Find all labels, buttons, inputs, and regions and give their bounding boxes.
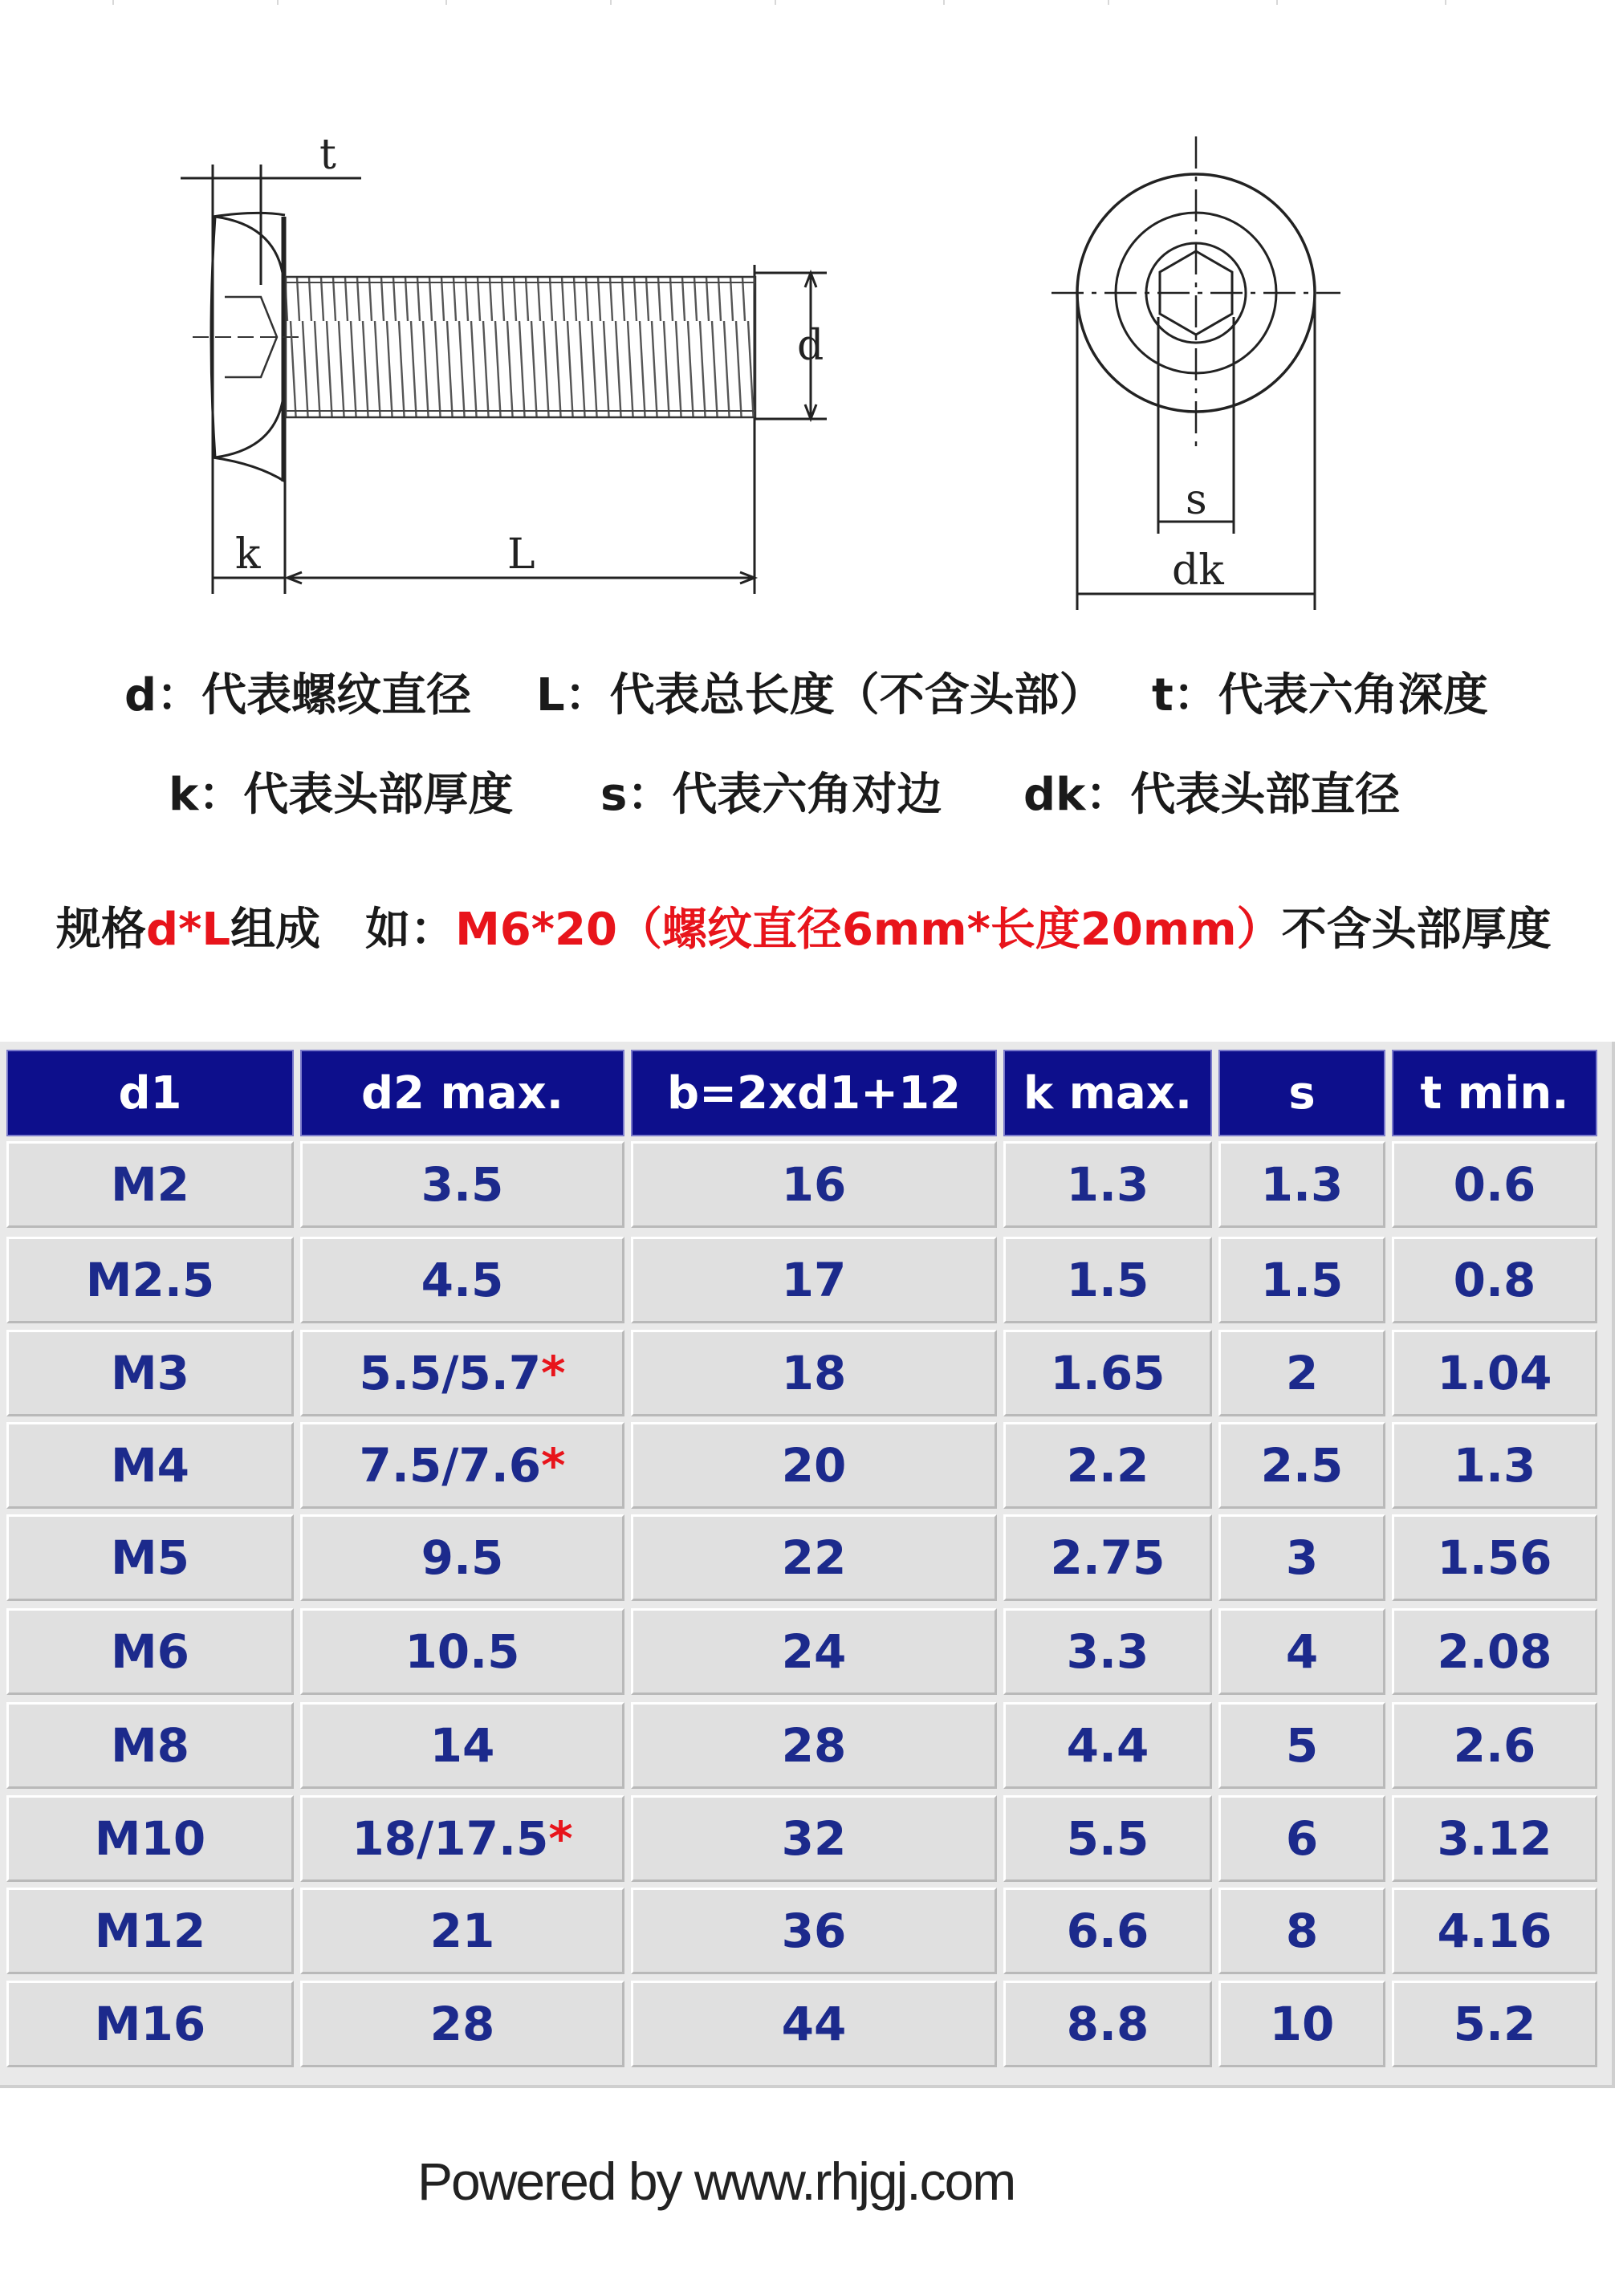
table-cell-k [1003, 1702, 1212, 1789]
table-cell-s [1218, 1237, 1385, 1323]
cell-value: 1.5 [1260, 1253, 1344, 1307]
table-cell-b [631, 1608, 997, 1695]
footer-credit: Powered by www.rhjgj.com [417, 2152, 1015, 2211]
label-s: s [1186, 476, 1207, 524]
cell-value: M5 [110, 1530, 190, 1585]
table-cell-k [1003, 1888, 1212, 1974]
table-cell-k [1003, 1981, 1212, 2067]
table-cell-d2 [300, 1888, 624, 1974]
spec-suffix: 不含头部厚度 [1281, 904, 1552, 956]
spec-example: M6*20（螺纹直径6mm*长度20mm） [455, 904, 1282, 956]
cell-value: 0.8 [1453, 1253, 1536, 1307]
table-cell-t [1392, 1888, 1597, 1974]
table-cell-b [631, 1888, 997, 1974]
table-cell-t [1392, 1981, 1597, 2067]
cell-value: M6 [110, 1624, 190, 1679]
cell-value: 44 [781, 1997, 847, 2051]
cell-value: 20 [781, 1438, 847, 1493]
cell-value: 5.5 [1066, 1811, 1149, 1866]
table-cell-b [631, 1981, 997, 2067]
table-cell-s [1218, 1608, 1385, 1695]
cell-value: 3.12 [1437, 1811, 1552, 1866]
table-cell-b [631, 1795, 997, 1882]
table-header-cell: t min. [1392, 1050, 1597, 1136]
footnote-star: * [541, 1346, 566, 1400]
cell-value: 10 [1269, 1997, 1335, 2051]
cell-value: 5.2 [1453, 1997, 1536, 2051]
cell-value: 6 [1285, 1811, 1319, 1866]
cell-value: M12 [94, 1904, 206, 1958]
cell-value: 22 [781, 1530, 847, 1585]
cell-value: 9.5 [421, 1530, 504, 1585]
cell-value: 28 [781, 1718, 847, 1773]
cell-value: 16 [781, 1157, 847, 1212]
cell-value: 6.6 [1066, 1904, 1149, 1958]
cell-value: 1.3 [1260, 1157, 1344, 1212]
table-cell-t [1392, 1608, 1597, 1695]
cell-value: M3 [110, 1346, 190, 1400]
table-cell-s [1218, 1981, 1385, 2067]
table-cell-t [1392, 1330, 1597, 1416]
cell-value: 4.16 [1437, 1904, 1552, 1958]
table-cell-d1 [6, 1422, 294, 1509]
table-cell-d2 [300, 1981, 624, 2067]
cell-value: 2.75 [1050, 1530, 1165, 1585]
table-cell-d2 [300, 1795, 624, 1882]
table-cell-d1 [6, 1981, 294, 2067]
cell-value: 5.5/5.7 [359, 1346, 542, 1400]
table-cell-d2 [300, 1237, 624, 1323]
spec-dl: d*L [146, 904, 231, 956]
table-cell-d1 [6, 1330, 294, 1416]
end-view [1051, 136, 1340, 610]
table-cell-d1 [6, 1795, 294, 1882]
screw-diagram [0, 0, 1623, 634]
legend-k: k：代表头部厚度 [169, 769, 514, 821]
table-cell-k [1003, 1795, 1212, 1882]
cell-value: 5 [1285, 1718, 1319, 1773]
table-cell-s [1218, 1514, 1385, 1601]
table-cell-d1 [6, 1608, 294, 1695]
table-cell-k [1003, 1608, 1212, 1695]
table-cell-d2 [300, 1514, 624, 1601]
label-L: L [507, 530, 535, 579]
footnote-star: * [548, 1811, 573, 1866]
label-t: t [319, 131, 336, 179]
table-cell-t [1392, 1141, 1597, 1228]
label-dk: dk [1172, 547, 1224, 595]
cell-value: 2.5 [1260, 1438, 1344, 1493]
spec-mid: 组成 如： [230, 904, 456, 956]
table-cell-d2 [300, 1141, 624, 1228]
cell-value: 1.56 [1437, 1530, 1552, 1585]
cell-value: 1.5 [1066, 1253, 1149, 1307]
cell-value: 8 [1285, 1904, 1319, 1958]
table-cell-t [1392, 1702, 1597, 1789]
cell-value: M8 [110, 1718, 190, 1773]
label-k: k [235, 530, 261, 579]
cell-value: 28 [429, 1997, 495, 2051]
table-cell-b [631, 1141, 997, 1228]
footnote-star: * [541, 1438, 566, 1493]
table-cell-t [1392, 1237, 1597, 1323]
table-cell-d2 [300, 1330, 624, 1416]
table-cell-k [1003, 1422, 1212, 1509]
cell-value: 36 [781, 1904, 847, 1958]
cell-value: 3.3 [1066, 1624, 1149, 1679]
cell-value: 2.6 [1453, 1718, 1536, 1773]
table-cell-t [1392, 1422, 1597, 1509]
table-cell-d1 [6, 1237, 294, 1323]
cell-value: 18/17.5 [352, 1811, 549, 1866]
cell-value: 17 [781, 1253, 847, 1307]
cell-value: 4.5 [421, 1253, 504, 1307]
spec-note [56, 894, 1552, 958]
cell-value: 4 [1285, 1624, 1319, 1679]
table-header-cell: k max. [1003, 1050, 1212, 1136]
cell-value: 4.4 [1066, 1718, 1149, 1773]
legend-t: t：代表六角深度 [1152, 669, 1488, 721]
table-header-cell: d2 max. [300, 1050, 624, 1136]
table-cell-b [631, 1237, 997, 1323]
table-cell-s [1218, 1888, 1385, 1974]
table-cell-d1 [6, 1141, 294, 1228]
table-cell-k [1003, 1330, 1212, 1416]
table-cell-d1 [6, 1514, 294, 1601]
table-cell-t [1392, 1795, 1597, 1882]
table-cell-b [631, 1514, 997, 1601]
cell-value: 21 [429, 1904, 495, 1958]
label-d: d [797, 322, 824, 370]
table-cell-b [631, 1330, 997, 1416]
legend-d: d：代表螺纹直径 [124, 669, 472, 721]
table-cell-s [1218, 1422, 1385, 1509]
cell-value: 3.5 [421, 1157, 504, 1212]
cell-value: 1.65 [1050, 1346, 1165, 1400]
table-cell-k [1003, 1237, 1212, 1323]
cell-value: 1.04 [1437, 1346, 1552, 1400]
table-cell-b [631, 1422, 997, 1509]
dimension-table [0, 1042, 1615, 2088]
cell-value: 18 [781, 1346, 847, 1400]
cell-value: 14 [429, 1718, 495, 1773]
table-cell-t [1392, 1514, 1597, 1601]
cell-value: M2 [110, 1157, 190, 1212]
table-cell-b [631, 1702, 997, 1789]
cell-value: 8.8 [1066, 1997, 1149, 2051]
cell-value: M4 [110, 1438, 190, 1493]
table-cell-d1 [6, 1702, 294, 1789]
cell-value: 32 [781, 1811, 847, 1866]
table-cell-k [1003, 1514, 1212, 1601]
cell-value: M2.5 [85, 1253, 215, 1307]
legend-dk: dk：代表头部直径 [1023, 769, 1401, 821]
legend-s: s：代表六角对边 [600, 769, 942, 821]
cell-value: M10 [94, 1811, 206, 1866]
cell-value: 2.08 [1437, 1624, 1552, 1679]
table-cell-s [1218, 1141, 1385, 1228]
table-cell-d2 [300, 1422, 624, 1509]
cell-value: 0.6 [1453, 1157, 1536, 1212]
cell-value: 2.2 [1066, 1438, 1149, 1493]
legend-L: L：代表总长度（不含头部） [536, 669, 1104, 721]
cell-value: 2 [1285, 1346, 1319, 1400]
spec-prefix: 规格 [56, 904, 146, 956]
table-header-cell: b=2xd1+12 [631, 1050, 997, 1136]
cell-value: 10.5 [405, 1624, 520, 1679]
side-view [181, 165, 827, 594]
table-cell-d1 [6, 1888, 294, 1974]
table-cell-d2 [300, 1608, 624, 1695]
cell-value: 24 [781, 1624, 847, 1679]
cell-value: 1.3 [1066, 1157, 1149, 1212]
table-header-cell: s [1218, 1050, 1385, 1136]
cell-value: 3 [1285, 1530, 1319, 1585]
cell-value: 1.3 [1453, 1438, 1536, 1493]
cell-value: 7.5/7.6 [359, 1438, 542, 1493]
table-cell-s [1218, 1330, 1385, 1416]
table-cell-k [1003, 1141, 1212, 1228]
table-cell-s [1218, 1795, 1385, 1882]
table-cell-s [1218, 1702, 1385, 1789]
table-header-cell: d1 [6, 1050, 294, 1136]
table-cell-d2 [300, 1702, 624, 1789]
cell-value: M16 [94, 1997, 206, 2051]
